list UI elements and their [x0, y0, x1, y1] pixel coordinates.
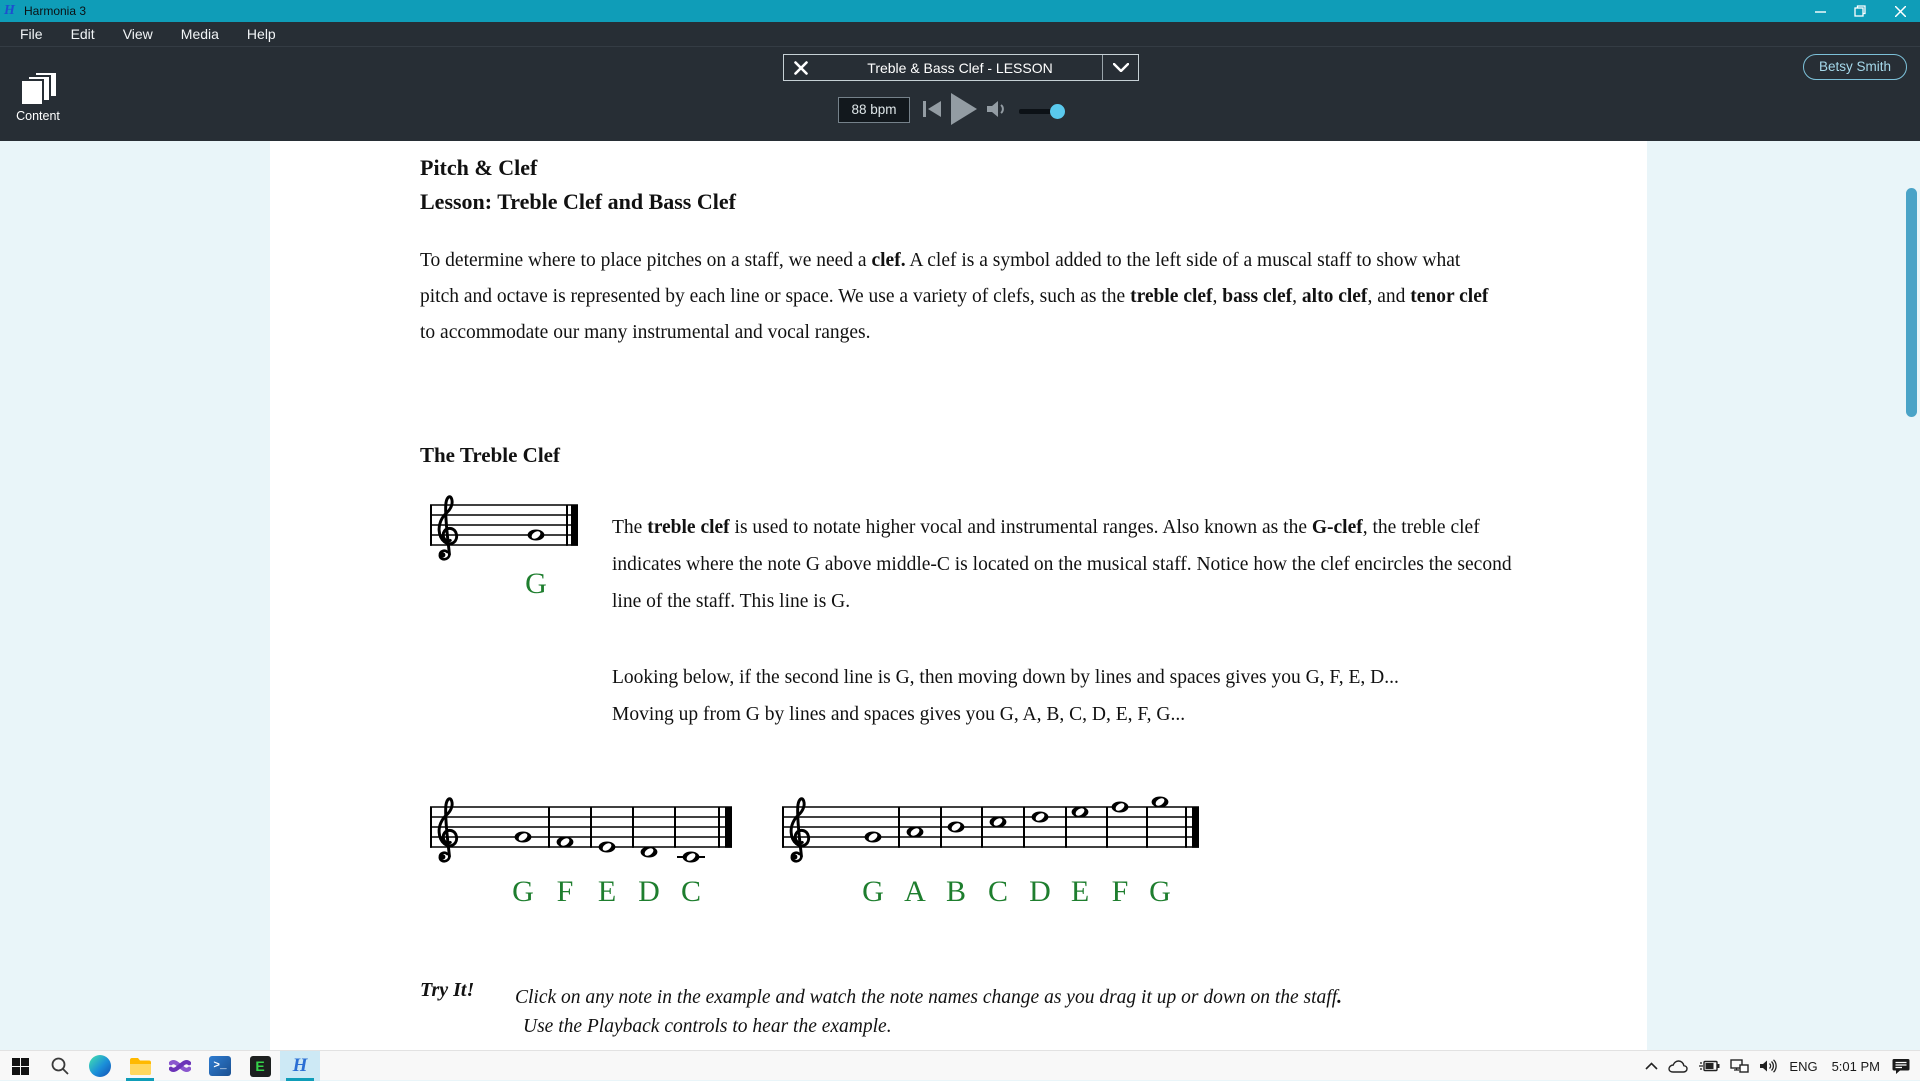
taskbar — [0, 1050, 1920, 1080]
lesson-page — [270, 141, 1647, 1050]
visual-studio-icon — [169, 1055, 191, 1077]
menu-file[interactable]: File — [20, 25, 43, 42]
whole-note-g5[interactable] — [1152, 797, 1169, 808]
bpm-input[interactable]: 88 bpm — [838, 97, 910, 123]
whole-note-d[interactable] — [1032, 812, 1049, 823]
notation-example-ascending[interactable] — [780, 781, 1205, 909]
taskbar-search-button[interactable] — [40, 1051, 80, 1081]
note-label: C — [680, 875, 702, 908]
start-button[interactable] — [0, 1051, 40, 1081]
title-bar — [0, 0, 1920, 22]
volume-slider[interactable] — [1019, 104, 1061, 119]
harmonia-icon: H — [292, 1055, 308, 1076]
tryit-label: Try It! — [420, 979, 475, 1001]
looking-line-1: Looking below, if the second line is G, then moving down by lines and spaces gives you G, F, E, D... — [612, 667, 1399, 688]
taskbar-edge-button[interactable] — [80, 1051, 120, 1081]
note-label: G — [512, 875, 534, 908]
note-label: F — [556, 875, 574, 908]
menu-edit[interactable]: Edit — [70, 25, 95, 42]
taskbar-harmonia-button[interactable] — [280, 1051, 320, 1081]
content-button-label: Content — [16, 109, 60, 123]
rewind-button[interactable] — [920, 98, 943, 125]
looking-line-2: Moving up from G by lines and spaces gives you G, A, B, C, D, E, F, G... — [612, 704, 1186, 725]
toolbar — [0, 47, 1920, 141]
battery-icon[interactable] — [1693, 1051, 1725, 1081]
lesson-selector[interactable] — [783, 54, 1139, 81]
taskbar-explorer-button[interactable] — [120, 1051, 160, 1081]
clock[interactable]: 5:01 PM — [1831, 1058, 1880, 1074]
whole-note-e[interactable] — [599, 842, 616, 853]
notation-example-gclef[interactable] — [428, 481, 582, 603]
note-label: E — [597, 875, 617, 908]
windows-logo-icon — [12, 1058, 29, 1075]
restore-button[interactable] — [1840, 0, 1880, 22]
close-button[interactable] — [1880, 0, 1920, 22]
note-label-g: G — [525, 567, 547, 600]
menu-help[interactable]: Help — [246, 25, 276, 42]
note-label: G — [1149, 875, 1171, 908]
whole-note-f[interactable] — [1112, 802, 1129, 813]
note-label: D — [638, 875, 660, 908]
window-title: Harmonia 3 — [24, 4, 87, 18]
language-indicator[interactable]: ENG — [1789, 1058, 1818, 1074]
lesson-heading-1: Pitch & Clef — [420, 155, 538, 180]
tryit-instruction-2: Use the Playback controls to hear the example. — [523, 1016, 892, 1037]
whole-note-b[interactable] — [948, 822, 965, 833]
volume-slider-knob[interactable] — [1050, 104, 1065, 119]
powershell-icon: >_ — [209, 1056, 231, 1076]
menu-bar — [0, 22, 1920, 47]
section-heading: The Treble Clef — [420, 443, 560, 467]
whole-note-g[interactable] — [515, 832, 532, 843]
whole-note-c[interactable] — [683, 852, 700, 863]
scrollbar-thumb[interactable] — [1906, 188, 1917, 417]
lesson-selector-value: Treble & Bass Clef - LESSON — [867, 59, 1053, 76]
tray-chevron-up-icon[interactable] — [1640, 1051, 1663, 1081]
menu-view[interactable]: View — [122, 25, 153, 42]
onedrive-cloud-icon[interactable] — [1663, 1051, 1693, 1081]
note-label: F — [1111, 875, 1129, 908]
taskbar-vs-button[interactable] — [160, 1051, 200, 1081]
terminal-icon: E — [250, 1056, 271, 1077]
volume-icon[interactable] — [985, 99, 1009, 124]
chevron-down-icon[interactable] — [1102, 55, 1138, 80]
whole-note-g[interactable] — [865, 832, 882, 843]
speaker-icon[interactable] — [1754, 1051, 1782, 1081]
network-icon[interactable] — [1725, 1051, 1754, 1081]
whole-note-f[interactable] — [557, 837, 574, 848]
user-button[interactable]: Betsy Smith — [1803, 54, 1907, 80]
edge-icon — [89, 1055, 111, 1077]
intro-paragraph: To determine where to place pitches on a staff, we need a clef. A clef is a symbol added to the left side of a muscal staff to show what pitch and octave is represented by each line or space. We use a variety of clefs, such as the treble clef, bass clef, alto clef, and tenor clef to accommodate our many instrumental and vocal ranges. — [420, 250, 1489, 343]
search-icon — [50, 1056, 70, 1076]
note-label: A — [904, 875, 926, 908]
note-label: E — [1070, 875, 1090, 908]
notation-example-descending[interactable] — [428, 781, 738, 909]
treble-clef-icon — [439, 497, 457, 560]
lesson-heading-2: Lesson: Treble Clef and Bass Clef — [420, 189, 736, 214]
treble-clef-paragraph: The treble clef is used to notate higher vocal and instrumental ranges. Also known as the G-clef, the treble clef indicates where the note G above middle-C is located on the musical staff. Notice how the clef encircles the second line of the staff. This line is G. — [612, 517, 1512, 612]
looking-paragraph — [612, 659, 1522, 733]
treble-clef-icon — [791, 799, 809, 862]
taskbar-terminal-button[interactable] — [240, 1051, 280, 1081]
whole-note-a[interactable] — [907, 827, 924, 838]
close-lesson-icon[interactable] — [784, 55, 818, 80]
menu-media[interactable]: Media — [180, 25, 219, 42]
tryit-instruction-1: Click on any note in the example and watch the note names change as you drag it up or down on the staff. — [515, 987, 1342, 1008]
whole-note-c[interactable] — [990, 817, 1007, 828]
taskbar-powershell-button[interactable] — [200, 1051, 240, 1081]
whole-note-d[interactable] — [641, 847, 658, 858]
folder-icon — [129, 1057, 152, 1076]
play-button[interactable] — [949, 92, 979, 131]
content-viewport — [0, 141, 1920, 1050]
minimize-button[interactable] — [1800, 0, 1840, 22]
note-label: G — [862, 875, 884, 908]
whole-note-e[interactable] — [1072, 807, 1089, 818]
whole-note-g[interactable] — [528, 530, 545, 541]
note-label: B — [945, 875, 967, 908]
playback-controls — [920, 89, 1061, 133]
content-button[interactable] — [6, 71, 70, 123]
action-center-icon[interactable] — [1887, 1051, 1920, 1081]
note-label: D — [1029, 875, 1051, 908]
note-label: C — [987, 875, 1009, 908]
app-logo-icon: H — [4, 3, 15, 18]
treble-clef-icon — [439, 799, 457, 862]
stacked-pages-icon — [18, 71, 58, 107]
